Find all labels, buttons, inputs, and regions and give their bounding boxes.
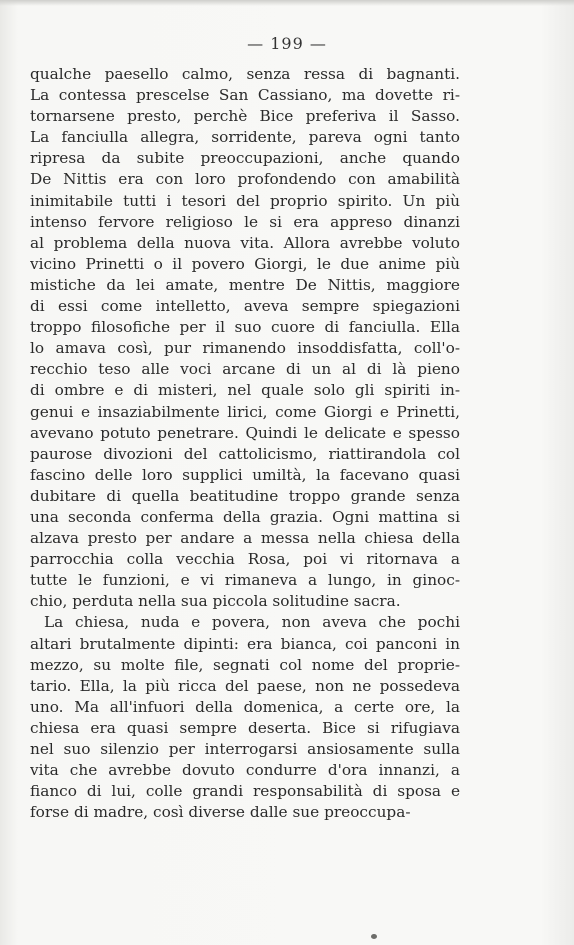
text-line: forse di madre, così diverse dalle sue preoccupa- [30, 803, 411, 822]
text-line: fianco di lui, colle grandi responsabilità di sposa e [30, 782, 460, 801]
text-line: dubitare di quella beatitudine troppo grande senza [30, 486, 460, 505]
text-line: alzava presto per andare a messa nella chiesa della [30, 529, 460, 548]
text-line: paurose divozioni del cattolicismo, riattirandola col [30, 444, 460, 463]
paragraph-end-line: chio, perduta nella sua piccola solitudine sacra. [30, 592, 401, 611]
text-line: inimitabile tutti i tesori del proprio spirito. Un più [30, 191, 460, 210]
text-line: vita che avrebbe dovuto condurre d'ora innanzi, a [30, 761, 460, 780]
text-line: nel suo silenzio per interrogarsi ansiosamente sulla [30, 740, 460, 758]
text-line: mistiche da lei amate, mentre De Nittis, maggiore [30, 275, 460, 294]
ink-speck [371, 934, 377, 939]
text-line: recchio teso alle voci arcane di un al di là pieno [30, 360, 460, 379]
text-line: De Nittis era con loro profondendo con amabilità [30, 170, 460, 189]
text-line: La contessa prescelse San Cassiano, ma dovette ri- [30, 86, 460, 105]
text-line: parrocchia colla vecchia Rosa, poi vi ritornava a [30, 550, 460, 569]
text-line: al problema della nuova vita. Allora avrebbe voluto [30, 233, 460, 252]
text-line: fascino delle loro supplici umiltà, la facevano quasi [30, 465, 460, 484]
body-text [30, 64, 460, 823]
text-line: di ombre e di misteri, nel quale solo gli spiriti in- [30, 381, 460, 400]
text-line: tutte le funzioni, e vi rimaneva a lungo, in ginoc- [30, 571, 460, 590]
text-line: ripresa da subite preoccupazioni, anche quando [30, 149, 460, 168]
text-line: avevano potuto penetrare. Quindi le delicate e spesso [30, 423, 460, 442]
text-line: di essi come intelletto, aveva sempre spiegazioni [30, 297, 460, 316]
text-line: genui e insaziabilmente lirici, come Giorgi e Prinetti, [30, 402, 460, 421]
page-number: — 199 — [247, 34, 327, 53]
text-line: uno. Ma all'infuori della domenica, a certe ore, la [30, 697, 460, 716]
text-line: tario. Ella, la più ricca del paese, non ne possedeva [30, 676, 460, 695]
text-line: lo amava così, pur rimanendo insoddisfatta, coll'o- [30, 339, 460, 358]
text-line: vicino Prinetti o il povero Giorgi, le due anime più [30, 254, 460, 273]
page-top-edge [0, 0, 574, 6]
text-line: mezzo, su molte file, segnati col nome del proprie- [30, 655, 460, 674]
text-line: qualche paesello calmo, senza ressa di bagnanti. [30, 65, 460, 83]
text-line: altari brutalmente dipinti: era bianca, coi panconi in [30, 634, 460, 653]
text-line: tornarsene presto, perchè Bice preferiva il Sasso. [30, 107, 460, 126]
paragraph-start-line: La chiesa, nuda e povera, non aveva che pochi [44, 613, 460, 632]
text-line: una seconda conferma della grazia. Ogni mattina si [30, 507, 460, 526]
text-line: intenso fervore religioso le si era appreso dinanzi [30, 212, 460, 231]
text-line: La fanciulla allegra, sorridente, pareva ogni tanto [30, 128, 460, 147]
text-line: troppo filosofiche per il suo cuore di fanciulla. Ella [30, 318, 460, 337]
text-line: chiesa era quasi sempre deserta. Bice si rifugiava [30, 718, 460, 737]
